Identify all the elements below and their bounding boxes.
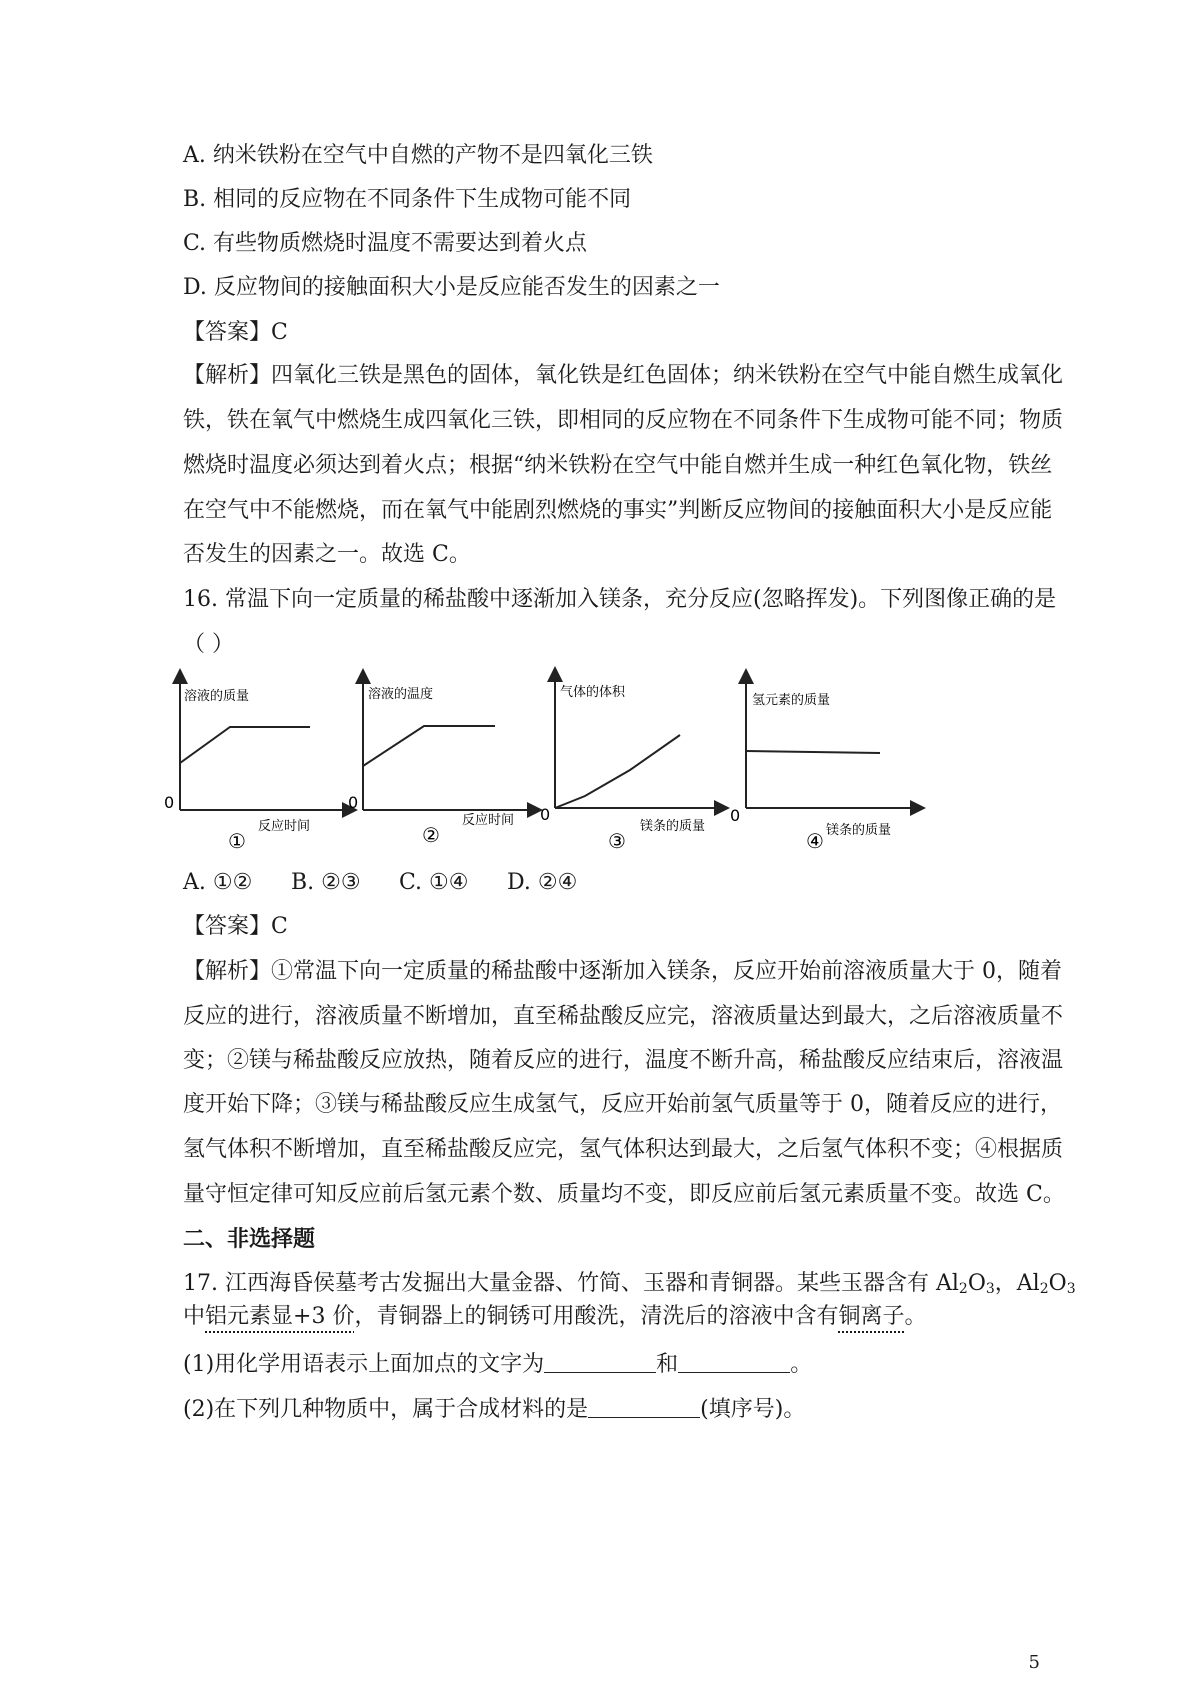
- q17-part1-end: 。: [790, 1352, 813, 1377]
- q15-option-d: D. 反应物间的接触面积大小是反应能否发生的因素之一: [183, 275, 720, 300]
- q16-analysis-line: 氢气体积不断增加，直至稀盐酸反应完，氢气体积达到最大，之后氢气体积不变；④根据质: [183, 1137, 1064, 1162]
- graph-2-curve: [363, 726, 495, 766]
- q16-option-d: D. ②④: [507, 870, 578, 895]
- graph-4-xlabel: 镁条的质量: [826, 823, 892, 838]
- q17-text: 。: [904, 1304, 927, 1329]
- graph-2-ylabel: 溶液的温度: [368, 687, 434, 702]
- section-heading: 二、非选择题: [183, 1226, 316, 1252]
- subscript: 3: [985, 1281, 995, 1297]
- q16-stem-bracket: （ ）: [183, 632, 234, 657]
- graph-3: [540, 674, 722, 853]
- q15-answer: 【答案】C: [183, 320, 288, 345]
- graph-1-xlabel: 反应时间: [258, 819, 311, 834]
- q15-option-b: B. 相同的反应物在不同条件下生成物可能不同: [183, 187, 632, 212]
- graph-1-ylabel: 溶液的质量: [184, 689, 250, 704]
- graph-2-origin: 0: [348, 793, 359, 812]
- answer-blank-1[interactable]: [544, 1350, 656, 1373]
- graph-4-ylabel: 氢元素的质量: [752, 693, 831, 708]
- subscript: 2: [1039, 1281, 1049, 1297]
- graph-3-curve: [555, 735, 680, 808]
- page-number: 5: [1028, 1652, 1040, 1673]
- q16-answer: 【答案】C: [183, 914, 288, 939]
- q16-option-b: B. ②③: [291, 870, 361, 895]
- graph-2-xlabel: 反应时间: [462, 813, 515, 828]
- q16-graphs-figure: [164, 668, 1130, 868]
- graph-4-curve: [746, 751, 880, 753]
- q17-stem-line2: [183, 1302, 1043, 1332]
- q16-analysis-line: 度开始下降；③镁与稀盐酸反应生成氢气，反应开始前氢气质量等于 0，随着反应的进行，: [183, 1092, 1062, 1117]
- q17-part1-text: (1)用化学用语表示上面加点的文字为: [183, 1352, 545, 1377]
- q17-stem-line1: [183, 1269, 1076, 1299]
- q17-text: ，青铜器上的铜锈可用酸洗，清洗后的溶液中含有: [354, 1304, 839, 1329]
- graph-1: [164, 676, 350, 853]
- subscript: 3: [1066, 1281, 1076, 1297]
- graph-2: [348, 676, 535, 847]
- q16-analysis-line: 量守恒定律可知反应前后氢元素个数、质量均不变，即反应前后氢元素质量不变。故选 C。: [183, 1182, 1065, 1207]
- graph-1-origin: 0: [164, 793, 175, 812]
- q16-analysis-line: 反应的进行，溶液质量不断增加，直至稀盐酸反应完，溶液质量达到最大，之后溶液质量不: [183, 1004, 1064, 1029]
- q15-analysis-line: 铁，铁在氧气中燃烧生成四氧化三铁，即相同的反应物在不同条件下生成物可能不同；物质: [183, 408, 1064, 433]
- dotted-text-copper-ion: 铜离子: [838, 1304, 905, 1329]
- q17-part1-and: 和: [656, 1352, 679, 1377]
- q16-stem: 16. 常温下向一定质量的稀盐酸中逐渐加入镁条，充分反应(忽略挥发)。下列图像正确的是: [183, 587, 1057, 612]
- q17-text: 17. 江西海昏侯墓考古发掘出大量金器、竹简、玉器和青铜器。某些玉器含有 Al: [183, 1271, 959, 1296]
- q17-text: 中: [183, 1304, 206, 1329]
- graph-3-number: ③: [608, 829, 626, 853]
- answer-blank-3[interactable]: [588, 1395, 700, 1418]
- q15-option-a: A. 纳米铁粉在空气中自燃的产物不是四氧化三铁: [183, 143, 653, 168]
- q17-part2-end: (填序号)。: [700, 1397, 806, 1422]
- q17-part1: [183, 1350, 1043, 1380]
- q16-options-row: [183, 868, 577, 898]
- graph-3-xlabel: 镁条的质量: [640, 819, 706, 834]
- element-o: O: [967, 1271, 986, 1296]
- q15-analysis-line: 燃烧时温度必须达到着火点；根据“纳米铁粉在空气中能自燃并生成一种红色氧化物，铁丝: [183, 453, 1053, 478]
- q16-option-a: A. ①②: [183, 870, 253, 895]
- graph-2-number: ②: [422, 823, 440, 847]
- graph-4-number: ④: [806, 829, 824, 853]
- answer-blank-2[interactable]: [678, 1350, 790, 1373]
- dotted-text-aluminum-valence: 铝元素显+3 价: [205, 1304, 355, 1329]
- element-o: O: [1048, 1271, 1067, 1296]
- graph-1-number: ①: [228, 829, 246, 853]
- q15-analysis-line: 【解析】四氧化三铁是黑色的固体，氧化铁是红色固体；纳米铁粉在空气中能自燃生成氧化: [183, 363, 1064, 388]
- q15-option-c: C. 有些物质燃烧时温度不需要达到着火点: [183, 231, 588, 256]
- q15-analysis-line: 在空气中不能燃烧，而在氧气中能剧烈燃烧的事实”判断反应物间的接触面积大小是反应能: [183, 498, 1053, 523]
- subscript: 2: [958, 1281, 968, 1297]
- q17-part2-text: (2)在下列几种物质中，属于合成材料的是: [183, 1397, 589, 1422]
- q16-option-c: C. ①④: [399, 870, 469, 895]
- q17-part2: [183, 1395, 1043, 1425]
- q16-analysis-line: 变；②镁与稀盐酸反应放热，随着反应的进行，温度不断升高，稀盐酸反应结束后，溶液温: [183, 1048, 1064, 1073]
- q15-analysis-line: 否发生的因素之一。故选 C。: [183, 542, 471, 567]
- graph-1-curve: [180, 727, 310, 763]
- graph-4: [730, 676, 918, 853]
- q16-analysis-line: 【解析】①常温下向一定质量的稀盐酸中逐渐加入镁条，反应开始前溶液质量大于 0，随着: [183, 959, 1062, 984]
- graph-3-ylabel: 气体的体积: [560, 685, 626, 700]
- graph-4-origin: 0: [730, 806, 741, 825]
- graph-3-origin: 0: [540, 805, 551, 824]
- separator: ，Al: [994, 1271, 1040, 1296]
